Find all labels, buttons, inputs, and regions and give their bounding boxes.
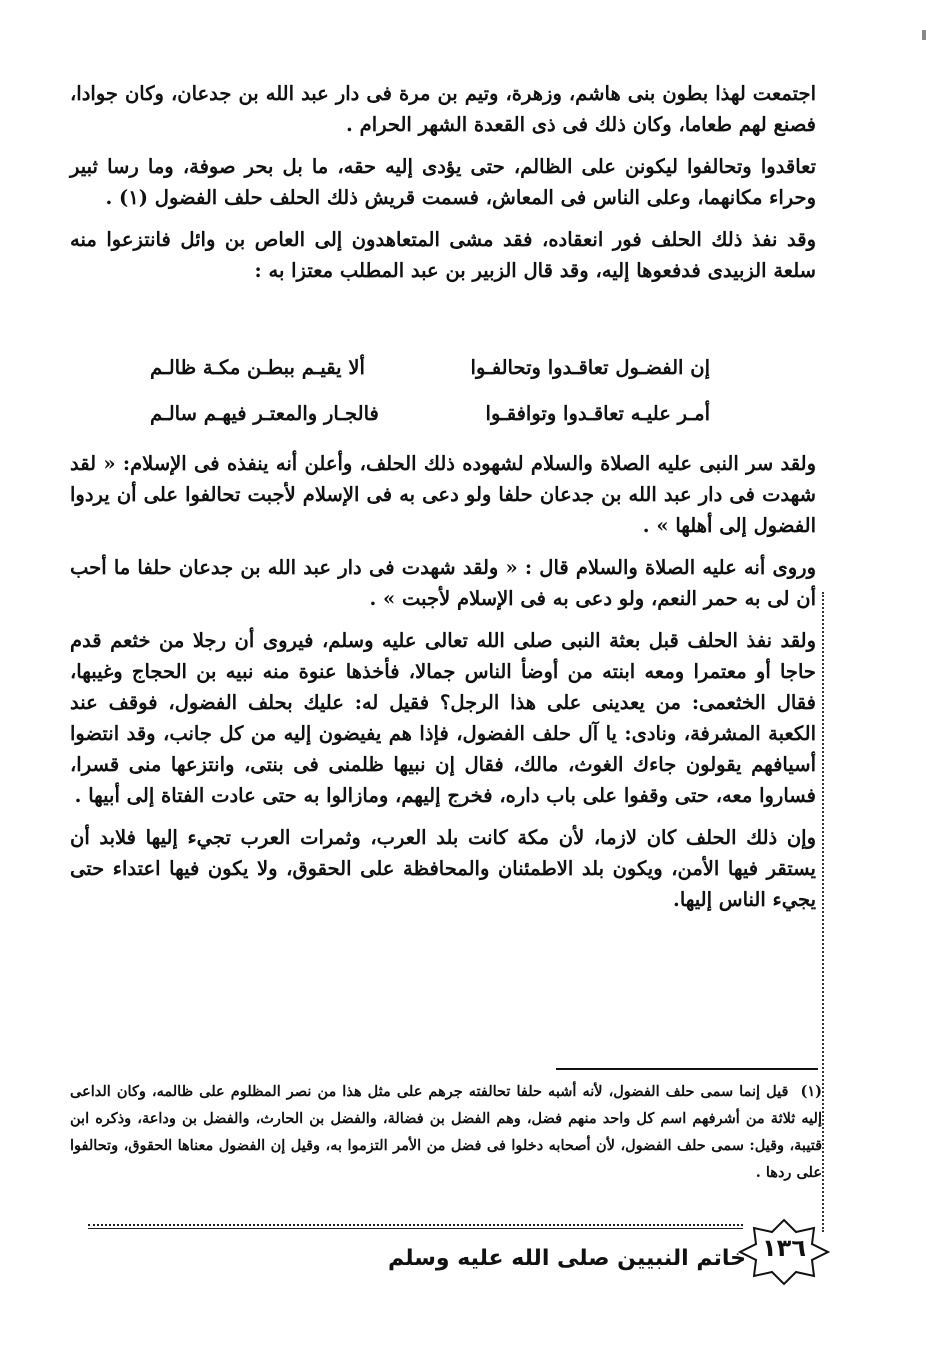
paragraph-3: وقد نفذ ذلك الحلف فور انعقاده، فقد مشى المتعاهدون إلى العاص بن وائل فانتزعوا منه سلعة الزبيدى فدفعوها إليه، وقد قال الزبير بن عبد المطلب معتزا به : bbox=[70, 228, 816, 282]
poem-verse-2 bbox=[150, 390, 710, 436]
paragraph-1: اجتمعت لهذا بطون بنى هاشم، وزهرة، وتيم بن مرة فى دار عبد الله بن جدعان، وكان جوادا، فصنع لهم طعاما، وكان ذلك فى ذى القعدة الشهر الحرام . bbox=[70, 82, 816, 136]
paragraph-2: تعاقدوا وتحالفوا ليكونن على الظالم، حتى يؤدى إليه حقه، ما بل بحر صوفة، وما رسا ثبير وحراء مكانهما، وعلى الناس فى المعاش، فسمت قريش ذلك الحلف حلف الفضول (١) . bbox=[70, 155, 816, 209]
poem-verse-1 bbox=[150, 344, 710, 390]
footer-dotted-rule bbox=[88, 1224, 743, 1226]
running-title: خاتم النبيين صلى الله عليه وسلم bbox=[388, 1246, 746, 1271]
footnote-text: قيل إنما سمى حلف الفضول، لأنه أشبه حلفا تحالفته جرهم على مثل هذا من نصر المظلوم على ظالمه، وكان الداعى إليه ثلاثة من أشرفهم اسم كل واحد منهم فضل، وهم الفضل بن فضالة، والفضل بن الحارث، والفضل بن وداعة، وذكره ابن قتيبة، وقيل: سمى حلف الفضول، لأن أصحابه دخلوا فى فضل من الأمر التزموا به، وقيل إن الفضول معناها الحقوق، وتحالفوا على ردها . bbox=[70, 1083, 822, 1181]
poem bbox=[150, 344, 710, 436]
paragraph-4: ولقد سر النبى عليه الصلاة والسلام لشهوده ذلك الحلف، وأعلن أنه ينفذه فى الإسلام: « لقد شهدت فى دار عبد الله بن جدعان حلفا ولو دعى به فى الإسلام لأجبت تحالفوا على أن يردوا الفضول إلى أهلها » . bbox=[70, 452, 816, 537]
paragraph-5: وروى أنه عليه الصلاة والسلام قال : « ولقد شهدت فى دار عبد الله بن جدعان حلفا ما أحب أن لى به حمر النعم، ولو دعى به فى الإسلام لأجبت » . bbox=[70, 556, 816, 610]
footer-solid-rule bbox=[88, 1228, 743, 1229]
footnote bbox=[70, 1078, 822, 1186]
decorative-side-border bbox=[822, 592, 824, 1232]
verse-1-second-hemistich: ألا يقيـم ببطـن مكـة ظالـم bbox=[150, 355, 365, 379]
verse-1-first-hemistich: إن الفضـول تعاقـدوا وتحالفـوا bbox=[470, 355, 710, 379]
main-text-bottom bbox=[70, 448, 816, 915]
verse-2-first-hemistich: أمـر عليـه تعاقـدوا وتوافقـوا bbox=[485, 401, 710, 425]
footnote-number: (١) bbox=[800, 1083, 822, 1100]
paragraph-7: وإن ذلك الحلف كان لازما، لأن مكة كانت بلد العرب، وثمرات العرب تجيء إليها فلابد أن يستقر فيها الأمن، ويكون بلد الاطمئنان والمحافظة على الحقوق، ولا يكون فيها اعتداء حتى يجيء الناس إليها. bbox=[70, 826, 816, 911]
scan-edge-mark bbox=[922, 30, 926, 40]
footnote-separator bbox=[556, 1068, 818, 1070]
paragraph-6: ولقد نفذ الحلف قبل بعثة النبى صلى الله تعالى عليه وسلم، فيروى أن رجلا من خثعم قدم حاجا أو معتمرا ومعه ابنته من أوضأ الناس جمالا، فأخذها عنوة منه نبيه بن الحجاج وغيبها، فقال الخثعمى: من يعدينى على هذا الرجل؟ فقيل له: عليك بحلف الفضول، فوقف عند الكعبة المشرفة، ونادى: يا آل حلف الفضول، فإذا هم يفيضون إليه من كل جانب، وقد انتضوا أسيافهم يقولون جاءك الغوث، مالك، فقال إن نبيها ظلمنى فى بنتى، وانتزعها منى قسرا، فساروا معه، حتى وقفوا على باب داره، فخرج إليهم، ومازالوا به حتى عادت الفتاة إلى أبيها . bbox=[70, 629, 816, 807]
page-number: ١٣٦ bbox=[762, 1234, 806, 1262]
main-text-top bbox=[70, 78, 816, 286]
verse-2-second-hemistich: فالجـار والمعتـر فيهـم سالـم bbox=[150, 401, 379, 425]
